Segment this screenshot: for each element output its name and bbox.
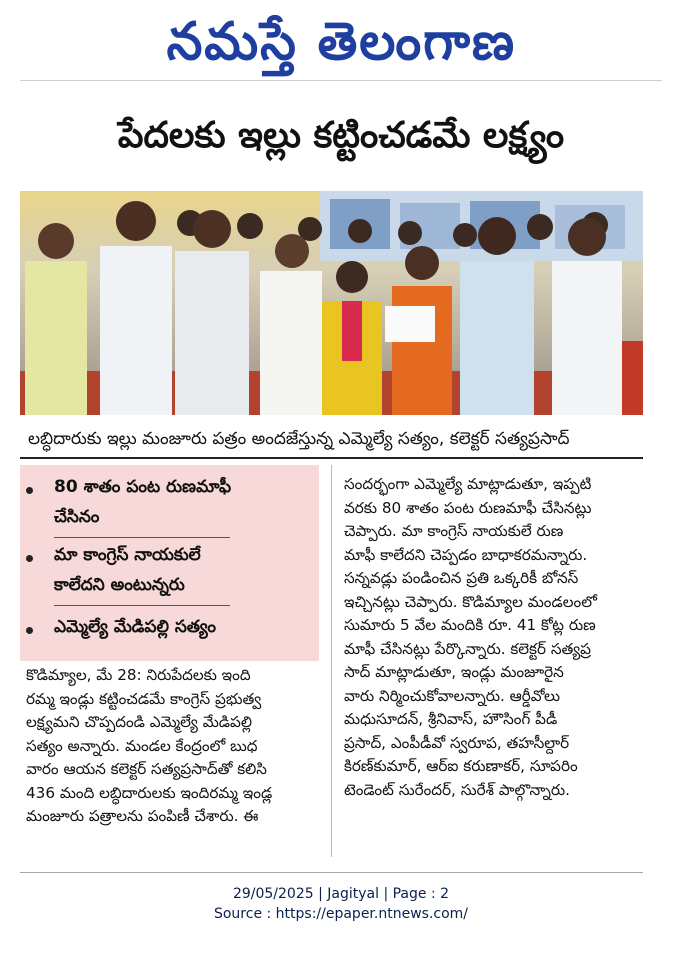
masthead-logo-text: నమస్తే తెలంగాణ — [166, 12, 516, 72]
body-line: సన్నవడ్లు పండించిన ప్రతి ఒక్కరికీ బోనస్ — [344, 569, 579, 587]
highlight-divider — [54, 537, 230, 538]
edition-info: 29/05/2025 | Jagityal | Page : 2 — [232, 886, 450, 902]
highlight-line: మా కాంగ్రెస్ నాయకులే — [54, 545, 201, 565]
body-line: రమ్మ ఇండ్లు కట్టించడమే కాంగ్రెస్ ప్రభుత్వ — [26, 689, 262, 708]
caption-divider — [20, 457, 643, 459]
body-line: సందర్భంగా ఎమ్మెల్యే మాట్లాడుతూ, ఇప్పటి — [344, 475, 592, 493]
body-line: 436 మంది లబ్ధిదారులకు ఇందిరమ్మ ఇండ్ల — [26, 783, 273, 802]
body-line: వారు నిర్మించుకోవాలన్నారు. ఆర్డీవోలు — [344, 686, 561, 705]
highlight-line: కాలేదని అంటున్నరు — [54, 575, 185, 595]
body-line: వారం ఆయన కలెక్టర్ సత్యప్రసాద్‌తో కలిసి — [26, 760, 267, 778]
body-line: చెప్పారు. మా కాంగ్రెస్ నాయకులే రుణ — [344, 522, 564, 540]
news-photo-illustration — [20, 191, 643, 415]
highlight-divider — [54, 605, 230, 606]
body-line: మాఫీ చేసినట్లు పేర్కొన్నారు. కలెక్టర్ సత్యప్ర — [344, 639, 591, 658]
source-link[interactable]: Source : https://epaper.ntnews.com/ — [213, 906, 469, 922]
body-line: సాద్ మాట్లాడుతూ, ఇండ్లు మంజూరైన — [344, 663, 564, 681]
highlight-line: 80 శాతం పంట రుణమాఫీ — [54, 477, 232, 497]
body-line: మధుసూదన్, శ్రీనివాస్, హౌసింగ్ పీడీ — [344, 710, 558, 728]
highlights-box — [20, 465, 319, 661]
body-line: ప్రసాద్, ఎంపీడీవో స్వరూప, తహసీల్దార్ — [344, 733, 570, 752]
masthead-divider — [20, 80, 662, 81]
masthead — [60, 6, 622, 78]
body-line: సత్యం అన్నారు. మండల కేంద్రంలో బుధ — [26, 736, 258, 755]
highlight-line: ఎమ్మెల్యే మేడిపల్లి సత్యం — [54, 617, 216, 637]
news-photo — [20, 191, 643, 415]
article-body-left — [26, 664, 320, 829]
article-headline: పేదలకు ఇల్లు కట్టించడమే లక్ష్యం — [117, 115, 565, 156]
body-line: మాఫీ కాలేదని చెప్పడం బాధాకరమన్నారు. — [344, 545, 588, 564]
body-line: లక్ష్యమని చొప్పదండి ఎమ్మెల్యే మేడిపల్లి — [26, 713, 252, 731]
bullet-icon — [26, 487, 33, 494]
body-line: వరకు 80 శాతం పంట రుణమాఫీ చేసినట్లు — [344, 498, 592, 517]
body-line: కొడిమ్యాల, మే 28: నిరుపేదలకు ఇంది — [26, 666, 251, 684]
body-line: మంజూరు పత్రాలను పంపిణీ చేశారు. ఈ — [26, 807, 259, 825]
photo-caption: లబ్ధిదారుకు ఇల్లు మంజూరు పత్రం అందజేస్తున్న ఎమ్మెల్యే సత్యం, కలెక్టర్ సత్యప్రసాద్ — [28, 429, 570, 449]
body-line: సుమారు 5 వేల మందికి రూ. 41 కోట్ల రుణ — [344, 616, 596, 634]
footer — [0, 884, 682, 924]
bullet-icon — [26, 555, 33, 562]
body-line: ఇచ్చినట్లు చెప్పారు. కొడిమ్యాల మండలంలో — [344, 592, 597, 611]
highlight-line: చేసినం — [54, 507, 100, 527]
footer-divider — [20, 872, 643, 873]
column-divider — [331, 465, 332, 857]
body-line: కిరణ్‌కుమార్, ఆర్ఐ కరుణాకర్, సూపరిం — [344, 757, 578, 775]
body-line: టెండెంట్ సురేందర్, సురేశ్ పాల్గొన్నారు. — [344, 780, 570, 799]
bullet-icon — [26, 627, 33, 634]
article-body-right — [344, 473, 640, 802]
